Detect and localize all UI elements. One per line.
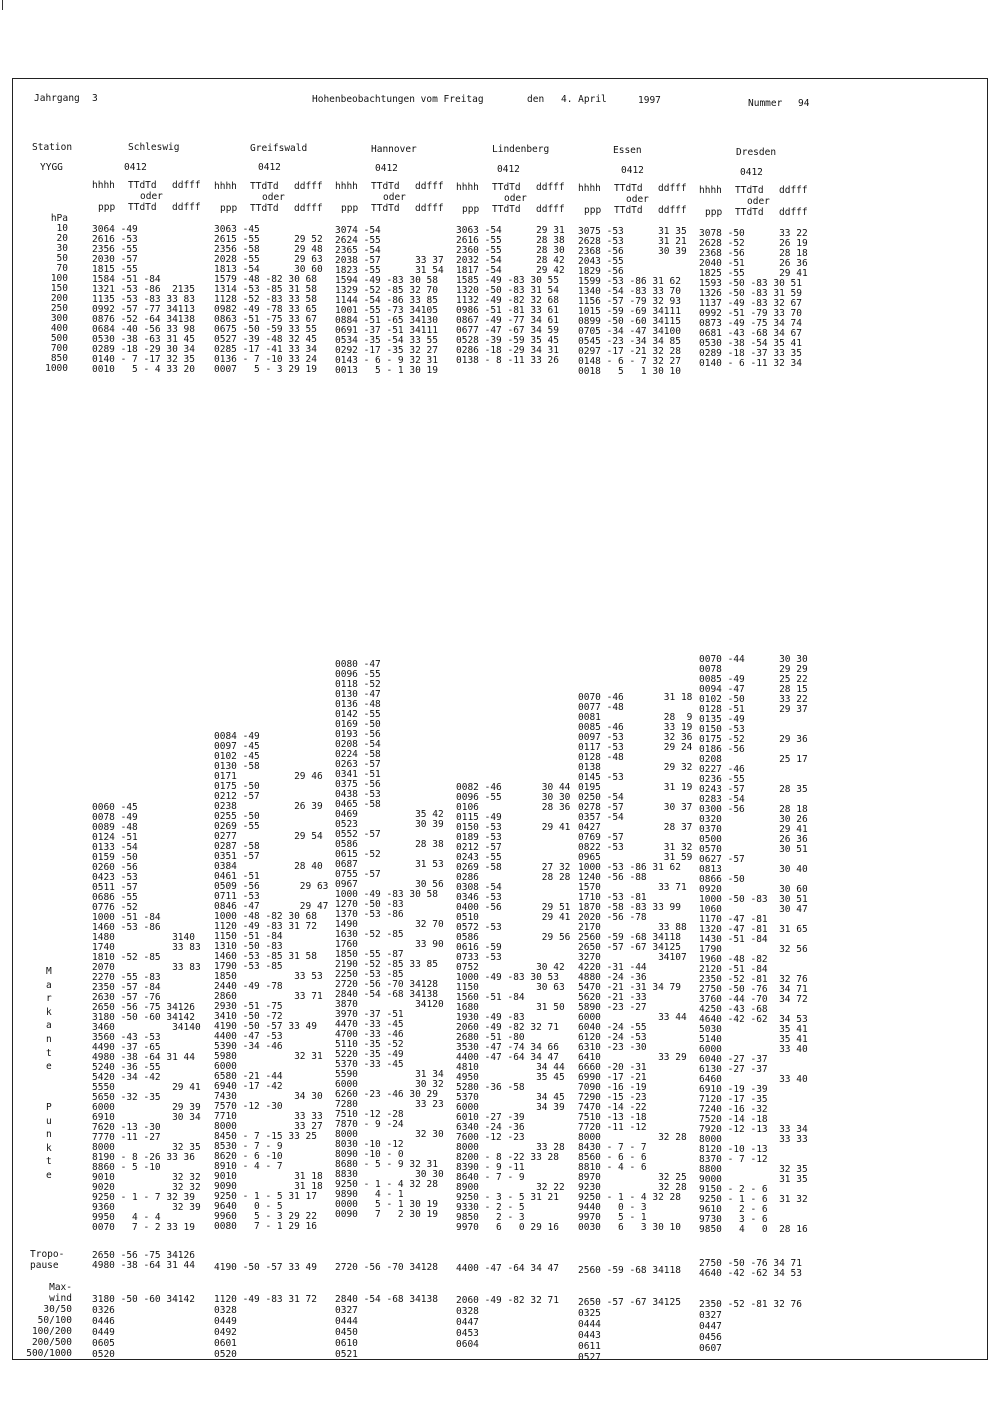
column-header-ttdtd: TTdTd xyxy=(735,185,764,196)
maxwind-block: 3180 -50 -60 34142 0326 0446 0449 0605 0520 xyxy=(92,1294,195,1360)
column-header-ttdtd: TTdTd xyxy=(614,183,643,194)
column-header-ttdtd: TTdTd xyxy=(371,181,400,192)
station-code: 0412 xyxy=(497,164,520,175)
data-block-mandatory: 3064 -49 2616 -53 2356 -55 2030 -57 1815 -55 1584 -51 -84 1321 -53 -86 2135 1135 -53 -83 33 83 0992 -57 -77 34113 0876 -52 -64 34138 0684 -40 -56 33 98 0530 -38 -63 31 45 0289 -18 -29 30 34 0140 - 7 -17 32 35 0010 5 - 4 33 20 xyxy=(92,224,195,375)
column-header-ppp: ppp xyxy=(462,204,480,215)
station-code: 0412 xyxy=(621,165,644,176)
data-block-mandatory: 3078 -50 33 22 2628 -52 26 19 2368 -56 28 18 2040 -51 26 36 1825 -55 29 41 1593 -50 -83 30 51 1326 -50 -83 31 59 1137 -49 -83 32 67 0992 -51 -79 33 70 0873 -49 -75 34 74 0681 -43 -68 34 67 0530 -38 -54 35 41 0289 -18 -37 33 35 0140 - 6 -11 32 34 xyxy=(699,228,808,369)
column-header-ttdtd: TTdTd xyxy=(128,180,157,191)
column-header-ttdtd: TTdTd xyxy=(128,202,157,213)
column-header-oder: oder xyxy=(383,192,406,203)
column-header-oder: oder xyxy=(262,192,285,203)
column-header-ddfff: ddfff xyxy=(658,183,687,194)
column-header-ddfff: ddfff xyxy=(172,202,201,213)
column-header-ppp: ppp xyxy=(98,202,116,213)
maxwind-block: 2840 -54 -68 34138 0327 0444 0450 0610 0521 xyxy=(335,1294,438,1360)
maxwind-block: 2060 -49 -82 32 71 0328 0447 0453 0604 xyxy=(456,1295,559,1350)
column-header-oder: oder xyxy=(140,191,163,202)
column-header-hhhh: hhhh xyxy=(214,181,237,192)
yygg-label: YYGG xyxy=(40,162,63,173)
column-header-ddfff: ddfff xyxy=(779,185,808,196)
data-block-significant: 0084 -49 0097 -45 0102 -45 0130 -58 0171 29 46 0175 -50 0212 -57 0238 26 39 0255 -50 0269 -55 0277 29 54 0287 -58 0351 -57 0384 28 40 0461 -51 0509 -56 29 63 0711 -53 0846 -47 29 47 1000 -48 -82 30 68 1120 -49 -83 31 72 1150 -51 -84 1310 -50 -83 1460 -53 -85 31 58 1790 -53 -85 1850 33 53 2440 -49 -78 2860 33 71 2930 -51 -75 3410 -50 -72 4190 -50 -57 33 49 4400 -47 -53 5390 -34 -46 5980 32 31 6000 6580 -21 -44 6940 -17 -42 7430 34 30 7570 -12 -30 7710 33 33 8000 33 27 8450 - 7 -15 33 25 8530 - 7 - 9 8620 - 6 -10 8910 - 4 - 7 9010 31 18 9090 31 18 9250 - 1 - 5 31 17 9640 0 - 5 9960 5 - 3 29 22 0080 7 - 1 29 16 xyxy=(214,731,329,1232)
column-header-ttdtd: TTdTd xyxy=(371,203,400,214)
scan-mark xyxy=(2,0,3,10)
maxwind-label: Max- wind 30/50 50/100 100/200 200/500 500/1000 xyxy=(26,1282,72,1359)
maxwind-block: 2350 -52 -81 32 76 0327 0447 0456 0607 xyxy=(699,1299,802,1354)
nummer-number: 94 xyxy=(798,98,810,109)
page-title: Hohenbeobachtungen vom Freitag xyxy=(312,94,484,105)
station-code: 0412 xyxy=(740,167,763,178)
station-code: 0412 xyxy=(258,162,281,173)
tropopause-label: Tropo- pause xyxy=(30,1249,65,1271)
column-header-oder: oder xyxy=(504,193,527,204)
station-name: Dresden xyxy=(736,147,777,158)
column-header-ddfff: ddfff xyxy=(536,204,565,215)
column-header-ppp: ppp xyxy=(584,205,602,216)
tropopause-block: 4400 -47 -64 34 47 xyxy=(456,1263,559,1274)
data-block-mandatory: 3075 -53 31 35 2628 -53 31 21 2368 -56 30 39 2043 -55 1829 -56 1599 -53 -86 31 62 1340 -54 -83 33 70 1156 -57 -79 32 93 1015 -59 -69 34111 0899 -50 -60 34115 0705 -34 -47 34100 0545 -23 -34 34 85 0297 -17 -21 32 28 0148 - 6 - 7 32 27 0018 5 1 30 10 xyxy=(578,226,687,377)
column-header-ppp: ppp xyxy=(341,203,359,214)
hpa-levels: hPa 10 20 30 50 70 100 150 200 250 300 400 500 700 850 1000 xyxy=(45,213,68,374)
column-header-ddfff: ddfff xyxy=(294,203,323,214)
tropopause-block: 2560 -59 -68 34118 xyxy=(578,1265,681,1276)
column-header-ddfff: ddfff xyxy=(536,182,565,193)
tropopause-block: 2750 -50 -76 34 71 4640 -42 -62 34 53 xyxy=(699,1258,802,1279)
data-block-significant: 0070 -44 30 30 0078 29 29 0085 -49 25 22 0094 -47 28 15 0102 -50 33 22 0128 -51 29 37 0135 -49 0150 -53 0175 -52 29 36 0186 -56 0208 25 17 0227 -46 0236 -55 0243 -57 28 35 0283 -54 0300 -56 28 18 0320 30 26 0370 29 41 0500 26 36 0570 30 51 0627 -57 0813 30 40 0866 -50 0920 30 60 1000 -50 -83 30 51 1060 30 47 1170 -47 -81 1320 -47 -81 31 65 1430 -51 -84 1790 32 56 1960 -48 -82 2120 -51 -84 2350 -52 -81 32 76 2750 -50 -76 34 71 3760 -44 -70 34 72 4250 -43 -68 4640 -42 -62 34 53 5030 35 41 5140 35 41 6000 33 40 6040 -27 -37 6130 -27 -37 6460 33 40 6910 -19 -39 7120 -17 -35 7240 -16 -32 7520 -14 -18 7920 -12 -13 33 34 8000 33 33 8120 -10 -13 8370 - 7 -12 8800 32 35 9000 31 35 9150 - 2 - 6 9250 - 1 - 6 31 32 9610 2 - 6 9730 3 - 6 9850 4 0 28 16 xyxy=(699,654,808,1235)
column-header-ddfff: ddfff xyxy=(415,181,444,192)
data-block-mandatory: 3063 -54 29 31 2616 -55 28 38 2360 -55 28 30 2032 -54 28 42 1817 -54 29 42 1585 -49 -83 30 55 1320 -50 -83 31 54 1132 -49 -82 32 68 0986 -51 -81 33 61 0867 -49 -77 34 61 0677 -47 -67 34 59 0528 -39 -59 35 45 0286 -18 -29 34 31 0138 - 8 -11 33 26 xyxy=(456,225,565,366)
station-code: 0412 xyxy=(375,163,398,174)
column-header-ttdtd: TTdTd xyxy=(250,181,279,192)
tropopause-block: 4190 -50 -57 33 49 xyxy=(214,1262,317,1273)
column-header-ttdtd: TTdTd xyxy=(492,182,521,193)
column-header-ddfff: ddfff xyxy=(779,207,808,218)
data-block-significant: 0080 -47 0096 -55 0118 -52 0130 -47 0136 -48 0142 -55 0169 -50 0193 -56 0208 -54 0224 -58 0263 -57 0341 -51 0375 -56 0438 -53 0465 -58 0469 35 42 0523 30 39 0552 -57 0586 28 38 0615 -52 0687 31 53 0755 -57 0967 30 56 1000 -49 -83 30 58 1270 -50 -83 1370 -53 -86 1490 32 70 1630 -52 -85 1760 33 90 1850 -55 -87 2190 -52 -85 33 85 2250 -53 -85 2720 -56 -70 34128 2840 -54 -68 34138 3870 34120 3970 -37 -51 4470 -33 -45 4700 -33 -46 5110 -35 -52 5220 -35 -49 5370 -33 -45 5590 31 34 6000 30 32 6260 -23 -46 30 29 7280 33 23 7510 -12 -28 7870 - 9 -24 8000 32 30 8030 -10 -12 8090 -10 - 0 8680 - 5 - 9 32 31 8830 30 30 9250 - 1 - 4 32 28 9890 4 - 1 0000 5 - 1 30 19 0090 7 2 30 19 xyxy=(335,659,444,1220)
tropopause-block: 2650 -56 -75 34126 4980 -38 -64 31 44 xyxy=(92,1250,195,1271)
column-header-ttdtd: TTdTd xyxy=(614,205,643,216)
column-header-ttdtd: TTdTd xyxy=(735,207,764,218)
column-header-ttdtd: TTdTd xyxy=(250,203,279,214)
data-block-mandatory: 3063 -45 2615 -55 29 52 2356 -58 29 48 2028 -55 29 63 1813 -54 30 60 1579 -48 -82 30 68 1314 -53 -85 31 58 1128 -52 -83 33 58 0982 -49 -78 33 65 0863 -51 -75 33 67 0675 -50 -59 33 55 0527 -39 -48 32 45 0285 -17 -41 33 34 0136 - 7 -10 33 24 0007 5 - 3 29 19 xyxy=(214,224,323,375)
column-header-hhhh: hhhh xyxy=(456,182,479,193)
date: 4. April xyxy=(561,94,607,105)
station-name: Essen xyxy=(613,145,642,156)
station-name: Lindenberg xyxy=(492,144,550,155)
data-block-significant: 0070 -46 31 18 0077 -48 0081 28 9 0085 -46 33 19 0097 -53 32 36 0117 -53 29 24 0128 -48 0138 29 32 0145 -53 0195 31 19 0250 -54 0278 -57 30 37 0357 -54 0427 28 37 0769 -57 0822 -53 31 32 0965 31 59 1000 -53 -86 31 62 1240 -56 -88 1570 33 71 1710 -53 -81 1870 -58 -83 33 99 2020 -56 -78 2170 33 88 2560 -59 -68 34118 2650 -57 -67 34125 3270 34107 4220 -31 -44 4880 -24 -36 5470 -21 -31 34 79 5620 -21 -33 5890 -23 -27 6000 33 44 6040 -24 -55 6120 -24 -53 6310 -23 -30 6410 33 29 6660 -20 -31 6990 -17 -21 7090 -16 -19 7290 -15 -23 7470 -14 -22 7510 -13 -18 7720 -11 -12 8000 32 28 8430 - 7 - 7 8560 - 6 - 6 8810 - 4 - 6 8970 32 25 9230 32 28 9250 - 1 - 4 32 28 9440 0 - 3 9970 5 - 1 0030 6 3 30 10 xyxy=(578,692,693,1233)
column-header-ddfff: ddfff xyxy=(658,205,687,216)
data-block-significant: 0082 -46 30 44 0096 -55 30 30 0106 28 36 0115 -49 0150 -53 29 41 0189 -53 0212 -57 0243 -55 0269 -58 27 32 0286 28 28 0308 -54 0346 -53 0400 -56 29 51 0510 29 41 0572 -53 0586 29 56 0616 -59 0733 -53 0752 30 42 1000 -49 -83 30 53 1150 30 63 1560 -51 -84 1680 31 50 1930 -49 -83 2060 -49 -82 32 71 2680 -51 -80 3530 -47 -74 34 66 4400 -47 -64 34 47 4810 34 44 4950 35 45 5280 -36 -58 5370 34 45 6000 34 39 6010 -27 -39 6340 -24 -36 7600 -12 -23 8000 33 28 8200 - 8 -22 33 28 8390 - 9 -11 8640 - 7 - 9 8900 32 22 9250 - 3 - 5 31 21 9330 - 2 - 5 9850 2 - 3 9970 6 0 29 16 xyxy=(456,782,571,1233)
station-name: Greifswald xyxy=(250,143,308,154)
markante-punkte-label: M a r k a n t e P u n k t e xyxy=(46,966,52,1181)
column-header-ttdtd: TTdTd xyxy=(492,204,521,215)
data-block-significant: 0060 -45 0078 -49 0089 -48 0124 -51 0133 -54 0159 -50 0260 -56 0423 -53 0511 -57 0686 -55 0776 -52 1000 -51 -84 1460 -53 -86 1480 3140 1740 33 83 1810 -52 -85 2070 33 83 2270 -55 -83 2350 -57 -84 2630 -57 -76 2650 -56 -75 34126 3180 -50 -60 34142 3460 34140 3560 -43 -53 4490 -37 -65 4980 -38 -64 31 44 5240 -36 -55 5420 -34 -42 5550 29 41 5650 -32 -35 6000 29 39 6910 30 34 7620 -13 -30 7770 -11 -27 8000 32 35 8190 - 8 -26 33 36 8860 - 5 -10 9010 32 32 9020 32 32 9250 - 1 - 7 32 39 9360 32 39 9950 4 - 4 0070 7 - 2 33 19 xyxy=(92,802,201,1233)
jahrgang-label: Jahrgang xyxy=(34,93,80,104)
column-header-ppp: ppp xyxy=(220,203,238,214)
column-header-ddfff: ddfff xyxy=(415,203,444,214)
column-header-ppp: ppp xyxy=(705,207,723,218)
data-block-mandatory: 3074 -54 2624 -55 2365 -54 2038 -57 33 37 1823 -55 31 54 1594 -49 -83 30 58 1329 -52 -85 32 70 1144 -54 -86 33 85 1001 -55 -73 34105 0884 -51 -65 34130 0691 -37 -51 34111 0534 -35 -54 33 55 0292 -17 -35 32 27 0143 - 6 - 9 32 31 0013 5 - 1 30 19 xyxy=(335,225,444,376)
column-header-hhhh: hhhh xyxy=(92,180,115,191)
column-header-hhhh: hhhh xyxy=(699,185,722,196)
maxwind-block: 2650 -57 -67 34125 0325 0444 0443 0611 0527 xyxy=(578,1297,681,1363)
column-header-ddfff: ddfff xyxy=(172,180,201,191)
nummer-label: Nummer xyxy=(748,98,783,109)
tropopause-block: 2720 -56 -70 34128 xyxy=(335,1262,438,1273)
maxwind-block: 1120 -49 -83 31 72 0328 0449 0492 0601 0520 xyxy=(214,1294,317,1360)
station-name: Schleswig xyxy=(128,142,180,153)
station-name: Hannover xyxy=(371,144,417,155)
station-label: Station xyxy=(32,142,73,153)
station-code: 0412 xyxy=(124,162,147,173)
date-prefix: den xyxy=(527,94,545,105)
column-header-hhhh: hhhh xyxy=(335,181,358,192)
year: 1997 xyxy=(638,95,661,106)
column-header-hhhh: hhhh xyxy=(578,183,601,194)
jahrgang-number: 3 xyxy=(92,93,98,104)
column-header-oder: oder xyxy=(747,196,770,207)
column-header-oder: oder xyxy=(626,194,649,205)
column-header-ddfff: ddfff xyxy=(294,181,323,192)
